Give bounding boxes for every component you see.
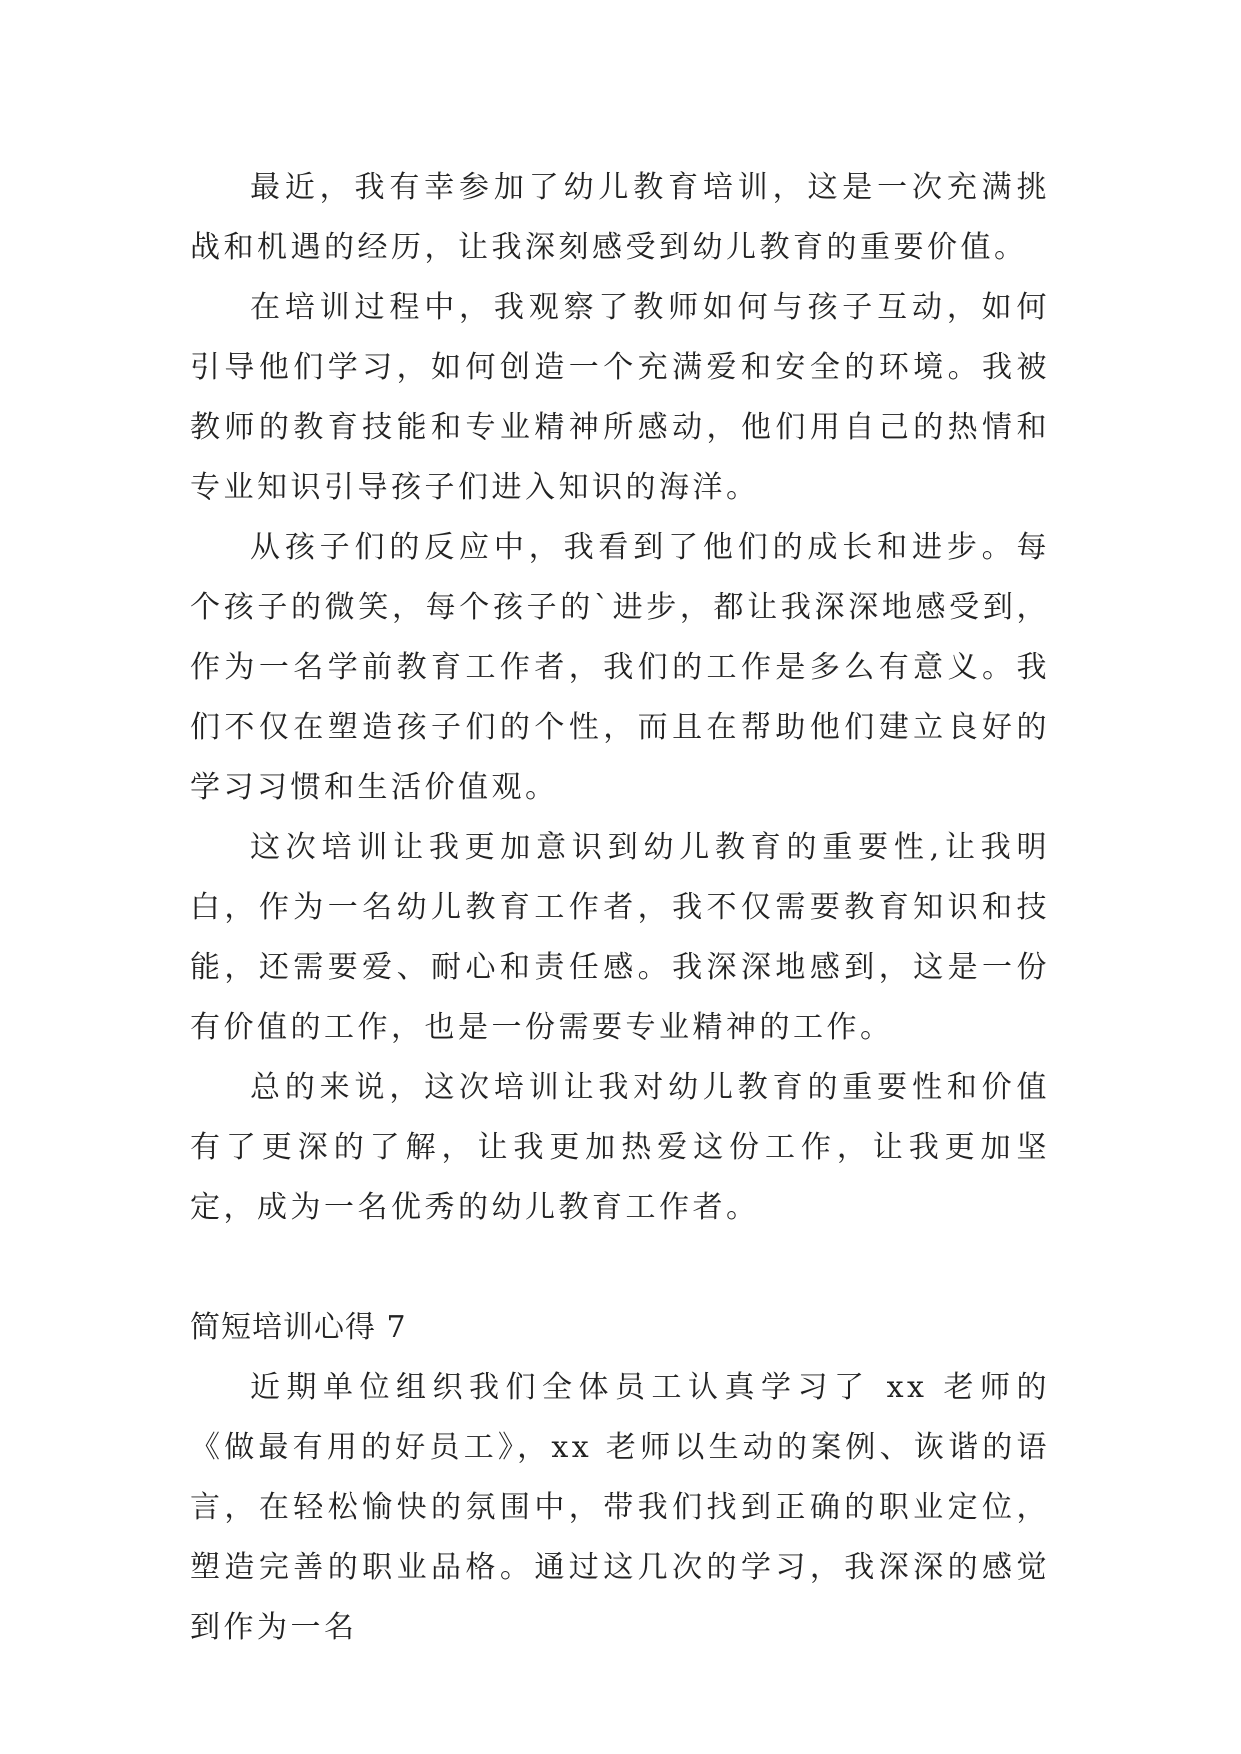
paragraph-5: 总的来说，这次培训让我对幼儿教育的重要性和价值有了更深的了解，让我更加热爱这份工作，让我更加坚定，成为一名优秀的幼儿教育工作者。 <box>190 1070 1050 1225</box>
paragraph-2: 在培训过程中，我观察了教师如何与孩子互动，如何引导他们学习，如何创造一个充满爱和安全的环境。我被教师的教育技能和专业精神所感动，他们用自己的热情和专业知识引导孩子们进入知识的海洋。 <box>190 290 1050 505</box>
section-paragraph-1: 近期单位组织我们全体员工认真学习了 xx 老师的《做最有用的好员工》，xx 老师以生动的案例、诙谐的语言，在轻松愉快的氛围中，带我们找到正确的职业定位，塑造完善的职业品格。通过这几次的学习，我深深的感觉到作为一名 <box>190 1370 1050 1645</box>
document-body <box>190 158 1050 1658</box>
paragraph-3: 从孩子们的反应中，我看到了他们的成长和进步。每个孩子的微笑，每个孩子的`进步，都让我深深地感受到，作为一名学前教育工作者，我们的工作是多么有意义。我们不仅在塑造孩子们的个性，而且在帮助他们建立良好的学习习惯和生活价值观。 <box>190 530 1050 805</box>
paragraph-1: 最近，我有幸参加了幼儿教育培训，这是一次充满挑战和机遇的经历，让我深刻感受到幼儿教育的重要价值。 <box>190 170 1050 265</box>
section-heading: 简短培训心得 7 <box>190 1310 407 1345</box>
paragraph-4: 这次培训让我更加意识到幼儿教育的重要性,让我明白，作为一名幼儿教育工作者，我不仅需要教育知识和技能，还需要爱、耐心和责任感。我深深地感到，这是一份有价值的工作，也是一份需要专业精神的工作。 <box>190 830 1050 1045</box>
